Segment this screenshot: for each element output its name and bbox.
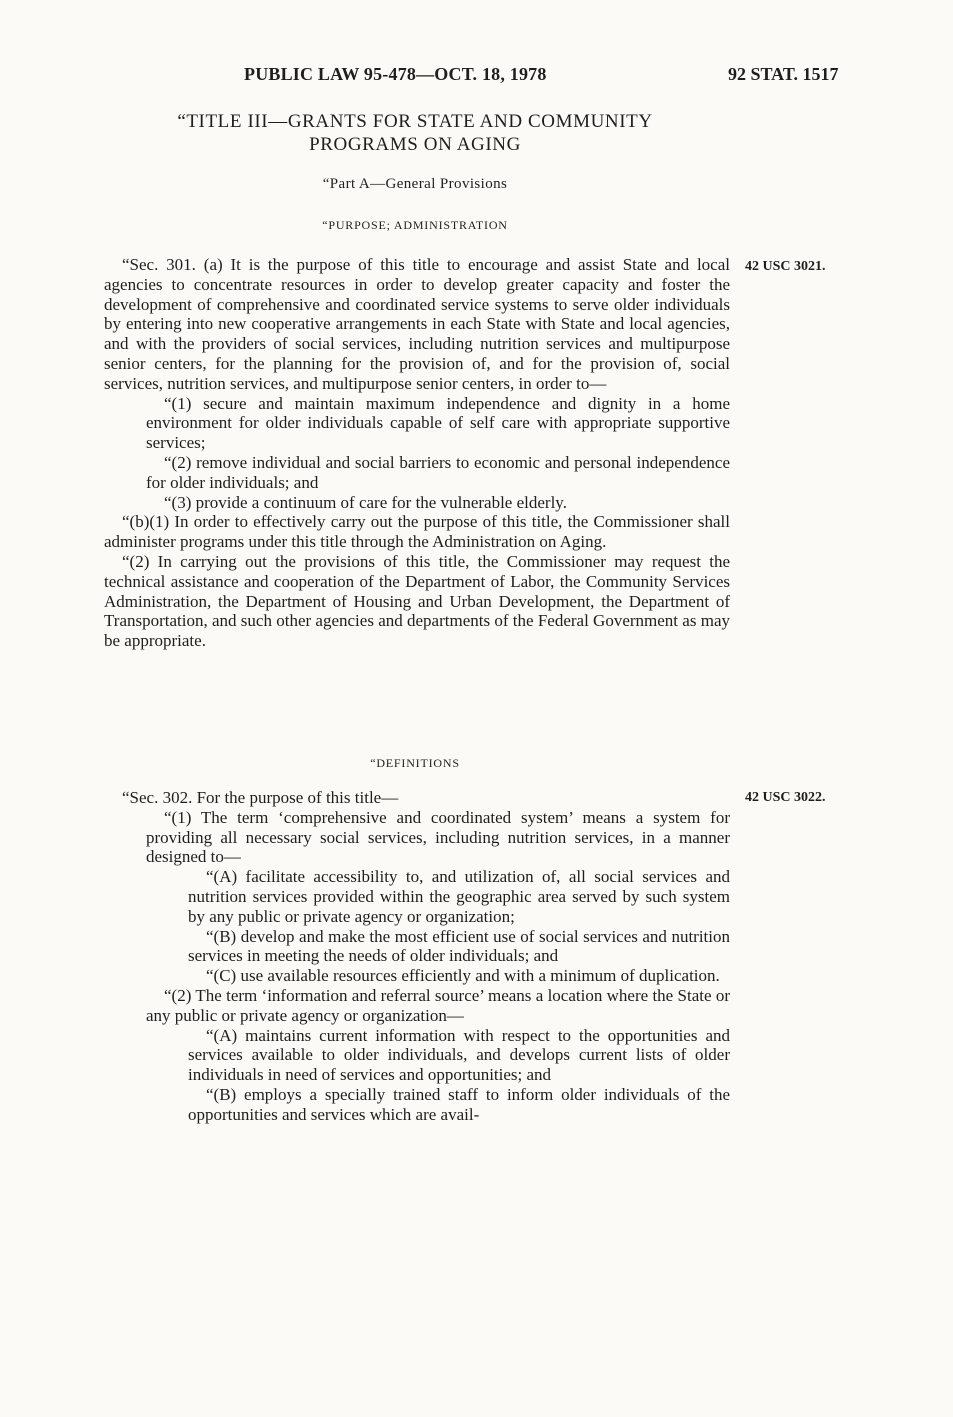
title-line-1: “TITLE III—GRANTS FOR STATE AND COMMUNITY xyxy=(177,111,653,132)
sec302-p1C: “(C) use available resources efficiently and with a minimum of duplication. xyxy=(206,966,720,986)
section-heading-purpose: “PURPOSE; ADMINISTRATION xyxy=(322,218,508,232)
part-heading: “Part A—General Provisions xyxy=(322,176,508,192)
sec302-intro: “Sec. 302. For the purpose of this title— xyxy=(122,788,399,807)
section-heading-definitions: “DEFINITIONS xyxy=(370,756,460,770)
sec301-a-intro: “Sec. 301. (a) It is the purpose of this title to encourage and assist State and local agencies to concentrate resources in order to develop greater capacity and foster the development of comprehensive and coordinated service systems to serve older individuals by entering into new cooperative arrangements in each State with State and local agencies, and with the providers of social services, including nutrition services and multipurpose senior centers, for the planning for the provision of, and for the provision of, social services, nutrition services, and multipurpose senior centers, in order to— xyxy=(104,255,730,393)
running-header-law: PUBLIC LAW 95-478—OCT. 18, 1978 xyxy=(244,64,547,84)
title-line-2: PROGRAMS ON AGING xyxy=(309,134,521,155)
sec301-a1: “(1) secure and maintain maximum independence and dignity in a home environment for older individuals capable of self care with appropriate supportive services; xyxy=(146,393,730,453)
title-heading xyxy=(100,110,730,156)
section-302 xyxy=(104,788,730,1125)
sec302-p1A: “(A) facilitate accessibility to, and utilization of, all social services and nutrition services provided within the geographic area served by such system by any public or private agency or organization; xyxy=(188,867,730,926)
sec302-p1B: “(B) develop and make the most efficient use of social services and nutrition services in meeting the needs of older individuals; and xyxy=(188,926,730,966)
margin-citation-sec302: 42 USC 3022. xyxy=(745,790,826,805)
section-301 xyxy=(104,255,730,651)
margin-citation-sec301: 42 USC 3021. xyxy=(745,259,826,274)
sec301-b2: “(2) In carrying out the provisions of this title, the Commissioner may request the technical assistance and cooperation of the Department of Labor, the Community Services Administration, the Department of Housing and Urban Development, the Department of Transportation, and such other agencies and departments of the Federal Government as may be appropriate. xyxy=(104,551,730,651)
sec302-p2A: “(A) maintains current information with respect to the opportunities and services available to older individuals, and develops current lists of older individuals in need of services and opportunities; and xyxy=(188,1025,730,1085)
sec302-p2: “(2) The term ‘information and referral source’ means a location where the State or any public or private agency or organization— xyxy=(146,985,730,1025)
sec301-a3: “(3) provide a continuum of care for the vulnerable elderly. xyxy=(164,492,567,512)
sec301-a2: “(2) remove individual and social barriers to economic and personal independence for older individuals; and xyxy=(146,452,730,492)
running-header-stat: 92 STAT. 1517 xyxy=(728,64,839,84)
sec302-p2B: “(B) employs a specially trained staff to inform older individuals of the opportunities and services which are avail- xyxy=(188,1084,730,1124)
sec301-b1: “(b)(1) In order to effectively carry out the purpose of this title, the Commissioner shall administer programs under this title through the Administration on Aging. xyxy=(104,512,730,552)
sec302-p1: “(1) The term ‘comprehensive and coordinated system’ means a system for providing all necessary social services, including nutrition services, in a manner designed to— xyxy=(146,807,730,867)
